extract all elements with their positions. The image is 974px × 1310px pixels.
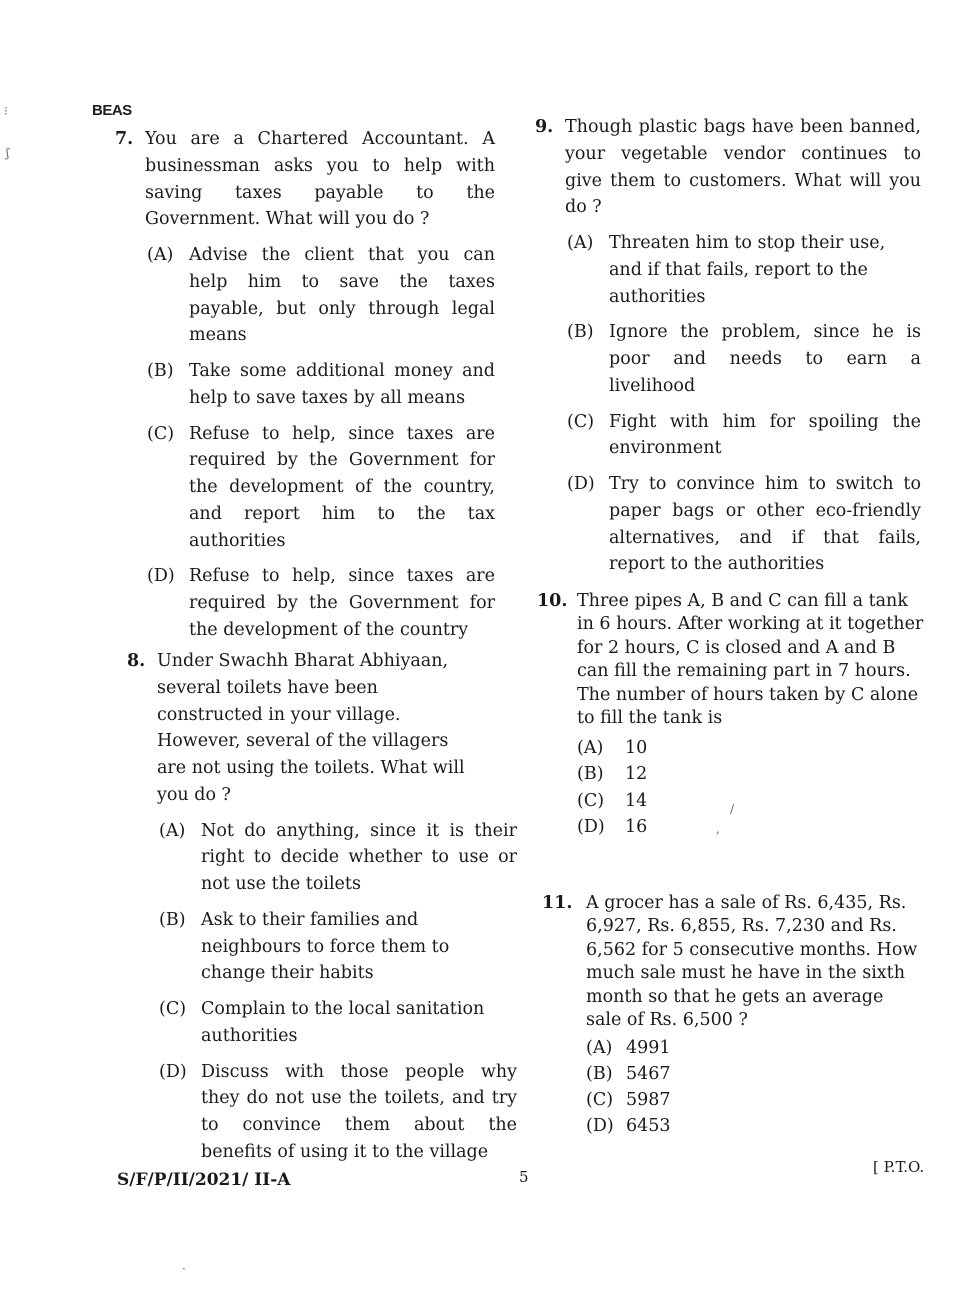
question-text: Under Swachh Bharat Abhiyaan, several toilets have been constructed in your village. However, several of the villagers are not using the toilets. What will you do ? [157, 651, 465, 805]
option-label: (B) [586, 1063, 613, 1084]
question-text: A grocer has a sale of Rs. 6,435, Rs. 6,927, Rs. 6,855, Rs. 7,230 and Rs. 6,562 for 5 consecutive months. How much sale must he have in the sixth month so that he gets an average sale of Rs. 6,500 ? [586, 893, 918, 1031]
option-b[interactable] [147, 358, 495, 412]
option-label: (D) [577, 817, 605, 838]
option-label: (A) [586, 1037, 613, 1058]
option-text: Advise the client that you can help him to save the taxes payable, but only through legal means [189, 245, 495, 346]
option-text: 14 [625, 790, 648, 811]
option-d[interactable] [577, 814, 929, 841]
option-d[interactable] [147, 563, 495, 643]
option-label: (C) [586, 1090, 614, 1111]
option-text: Ask to their families and neighbours to force them to change their habits [201, 909, 450, 984]
option-text: Not do anything, since it is their right to decide whether to use or not use the toilets [201, 820, 517, 895]
question-9 [535, 114, 921, 578]
scan-mark: , [716, 822, 720, 836]
option-text: 4991 [626, 1037, 671, 1058]
option-text: Threaten him to stop their use, and if that fails, report to the authorities [609, 233, 886, 307]
option-text: 6453 [626, 1116, 671, 1137]
option-label: (A) [577, 737, 604, 758]
option-text: Refuse to help, since taxes are required by the Government for the development of the country, and report him to the tax authorities [189, 423, 495, 551]
option-b[interactable] [567, 319, 921, 399]
option-label: (B) [567, 322, 594, 343]
question-number: 9. [535, 117, 554, 137]
option-label: (C) [567, 411, 595, 432]
option-b[interactable] [159, 907, 517, 987]
question-7 [115, 126, 495, 644]
stamp-mark: BEAS [92, 102, 132, 119]
option-text: Discuss with those people why they do not use the toilets, and try to convince them about the benefits of using it to the village [201, 1061, 517, 1163]
option-text: Take some additional money and help to save taxes by all means [189, 361, 495, 408]
option-d[interactable] [567, 471, 921, 578]
page-number: 5 [519, 1168, 529, 1186]
option-a[interactable] [586, 1035, 934, 1061]
option-c[interactable] [577, 788, 929, 815]
scan-mark: · [182, 1262, 186, 1276]
question-11 [542, 892, 934, 1140]
option-text: Complain to the local sanitation authorities [201, 999, 485, 1046]
option-text: Ignore the problem, since he is poor and needs to earn a livelihood [609, 322, 921, 396]
question-text: Though plastic bags have been banned, your vegetable vendor continues to give them to customers. What will you do ? [565, 117, 921, 218]
option-text: 12 [625, 764, 648, 785]
scan-mark: ʃ [6, 146, 10, 160]
option-b[interactable] [577, 761, 929, 788]
option-label: (D) [147, 566, 175, 587]
option-a[interactable] [159, 818, 517, 898]
option-label: (B) [147, 361, 174, 382]
option-label: (C) [147, 423, 175, 444]
question-number: 11. [542, 893, 573, 913]
scan-mark: / [730, 802, 735, 816]
option-text: Try to convince him to switch to paper bags or other eco-friendly alternatives, and if that fails, report to the authorities [609, 474, 921, 575]
option-label: (B) [159, 909, 186, 930]
option-label: (C) [159, 999, 187, 1020]
option-label: (D) [159, 1061, 187, 1082]
question-text: You are a Chartered Accountant. A businessman asks you to help with saving taxes payable to the Government. What will you do ? [145, 129, 495, 230]
option-label: (A) [567, 233, 594, 254]
option-label: (B) [577, 764, 604, 785]
question-number: 8. [127, 651, 146, 671]
question-8 [127, 648, 517, 1166]
question-number: 10. [537, 591, 568, 611]
option-label: (D) [586, 1116, 614, 1137]
option-b[interactable] [586, 1061, 934, 1087]
option-text: Fight with him for spoiling the environment [609, 411, 921, 459]
option-a[interactable] [147, 242, 495, 349]
scan-mark: ⁝ [4, 104, 8, 118]
option-text: 5987 [626, 1090, 671, 1111]
question-text: Three pipes A, B and C can fill a tank in 6 hours. After working at it together for 2 hours, C is closed and A and B can fill the remaining part in 7 hours. The number of hours taken by C alone to fill the tank is [577, 591, 924, 729]
option-d[interactable] [159, 1059, 517, 1166]
option-c[interactable] [159, 996, 517, 1050]
option-text: Refuse to help, since taxes are required by the Government for the development of the country [189, 566, 495, 641]
option-c[interactable] [567, 409, 921, 463]
option-label: (D) [567, 474, 595, 495]
pto-label: [ P.T.O. [873, 1158, 925, 1176]
option-text: 5467 [626, 1063, 671, 1084]
option-a[interactable] [577, 735, 929, 762]
paper-code: S/F/P/II/2021/ II-A [117, 1170, 291, 1190]
option-label: (A) [147, 245, 174, 266]
option-label: (A) [159, 820, 186, 841]
option-a[interactable] [567, 230, 921, 310]
option-text: 16 [625, 817, 648, 838]
option-c[interactable] [586, 1087, 934, 1113]
option-text: 10 [625, 737, 648, 758]
question-number: 7. [115, 129, 134, 149]
option-label: (C) [577, 790, 605, 811]
option-d[interactable] [586, 1113, 934, 1139]
option-c[interactable] [147, 421, 495, 555]
